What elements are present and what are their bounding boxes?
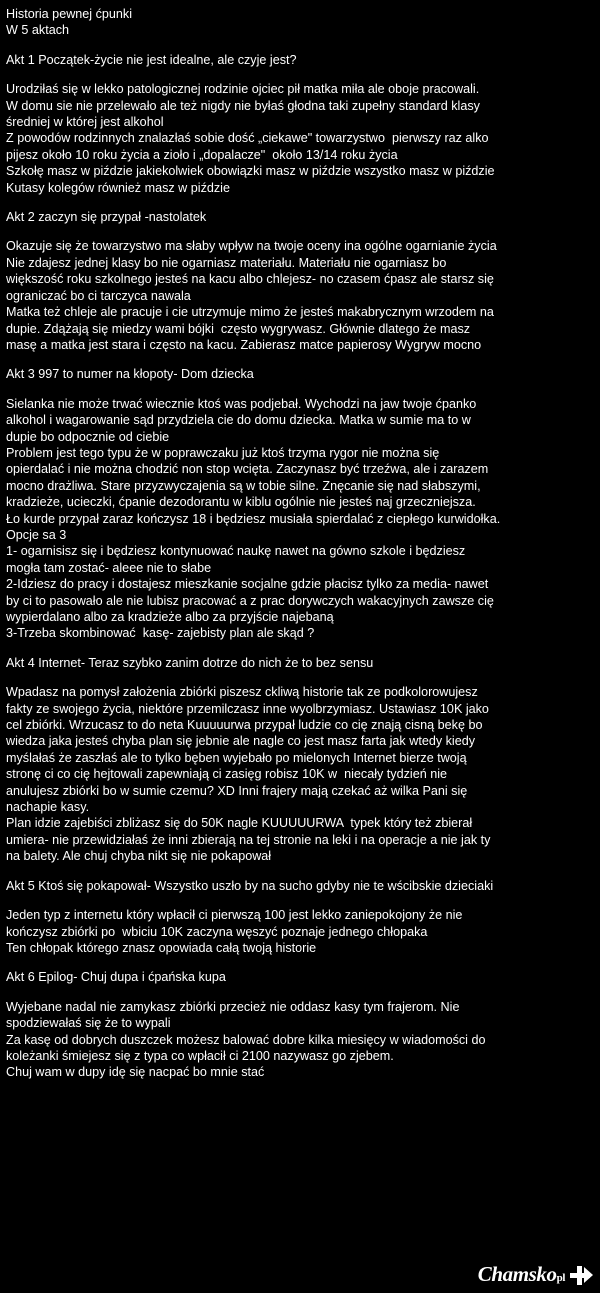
text-line: cel zbiórki. Wrzucasz to do neta Kuuuuurwa przypał ludzie co cię znają cisną bekę bo xyxy=(6,718,483,733)
text-line: dupie bo odpocznie od ciebie xyxy=(6,429,170,444)
text-line: anulujesz zbiórki bo w sumie czemu? XD Inni frajery mają czekać aż wilka Pani się xyxy=(6,783,468,798)
text-line: Za kasę od dobrych duszczek możesz balować dobre kilka miesięcy w wiadomości do xyxy=(6,1032,486,1047)
text-line: Akt 2 zaczyn się przypał -nastolatek xyxy=(6,210,207,225)
text-line: Akt 4 Internet- Teraz szybko zanim dotrze do nich że to bez sensu xyxy=(6,655,374,670)
text-line: ograniczać bo ci tarczyca nawala xyxy=(6,288,191,303)
act-6-body xyxy=(0,999,600,1081)
text-line: Okazuje się że towarzystwo ma słaby wpływ na twoje oceny ina ogólne ogarnianie życia xyxy=(6,239,497,254)
text-line: na balety. Ale chuj chyba nikt się nie pokapował xyxy=(6,849,272,864)
text-line: Chuj wam w dupy idę się nacpać bo mnie stać xyxy=(6,1065,265,1080)
text-line: Urodziłaś się w lekko patologicznej rodzinie ojciec pił matka miła ale oboje pracowali. xyxy=(6,82,480,97)
text-line: W domu sie nie przelewało ale też nigdy nie byłaś głodna taki zupełny standard klasy xyxy=(6,98,480,113)
text-line: Wyjebane nadal nie zamykasz zbiórki przecież nie oddasz kasy tym frajerom. Nie xyxy=(6,999,460,1014)
title-line: Historia pewnej ćpunki xyxy=(6,7,132,21)
text-line: większość roku szkolnego jesteś na kacu albo chlejesz- no czasem ćpasz ale starsz się xyxy=(6,272,494,287)
text-line: Akt 5 Ktoś się pokapował- Wszystko uszło by na sucho gdyby nie te wścibskie dzieciaki xyxy=(6,878,494,893)
act-3-body xyxy=(0,396,600,642)
act-5-body xyxy=(0,907,600,956)
text-line: mogła tam zostać- aleee nie to słabe xyxy=(6,560,212,575)
watermark xyxy=(478,1262,592,1287)
act-1-heading xyxy=(0,52,600,68)
text-line: wiedza jaka jesteś chyba plan się jebnie ale nagle co jest masz farta jak wtedy kiedy xyxy=(6,734,476,749)
text-line: wypierdalano albo za kradzieże albo za przyjście najebaną xyxy=(6,610,334,624)
text-line: spodziewałaś się że to wypali xyxy=(6,1016,171,1031)
watermark-suffix: pl xyxy=(556,1272,565,1284)
text-line: Akt 3 997 to numer na kłopoty- Dom dziecka xyxy=(6,367,254,382)
text-line: Jeden typ z internetu który wpłacił ci pierwszą 100 jest lekko zaniepokojony że nie xyxy=(6,908,463,923)
text-line: 2-Idziesz do pracy i dostajesz mieszkanie socjalne gdzie płacisz tylko za media- nawet xyxy=(6,577,489,592)
text-line: Plan idzie zajebiści zbliżasz się do 50K nagle KUUUUURWA typek który też zbierał xyxy=(6,816,473,831)
text-line: kończysz zbiórki po wbiciu 10K zaczyna węszyć poznaje jednego chłopaka xyxy=(6,924,428,939)
act-2-body xyxy=(0,238,600,353)
text-line: Nie zdajesz jednej klasy bo nie ogarniasz materiału. Materiału nie ogarniasz bo xyxy=(6,255,447,270)
text-line: umiera- nie przewidziałaś że inni zbierają na tej stronie na leki i na operacje a nie jak ty xyxy=(6,832,491,847)
text-line: fakty ze swojego życia, niektóre przemilczasz inne wyolbrzymiasz. Ustawiasz 10K jako xyxy=(6,701,489,716)
text-line: myślałaś że zaszłaś ale to tylko bęben wyjebało po mielonych Internet bierze twoją xyxy=(6,750,467,765)
text-line: Z powodów rodzinnych znalazłaś sobie dość „ciekawe" towarzystwo pierwszy raz alko xyxy=(6,131,489,146)
act-2-heading xyxy=(0,209,600,225)
text-line: Opcje sa 3 xyxy=(6,527,67,542)
text-line: Kutasy kolegów również masz w piździe xyxy=(6,180,230,195)
watermark-text xyxy=(478,1262,565,1287)
text-line: pijesz około 10 roku życia a zioło i „dopalacze" około 13/14 roku życia xyxy=(6,147,398,162)
text-line: alkohol i wagarowanie sąd przydziela cie do domu dziecka. Matka w sumie ma to w xyxy=(6,413,471,428)
text-line: opierdalać i nie można chodzić non stop wcięta. Zaczynasz być trzeźwa, ale i zarazem xyxy=(6,462,489,477)
text-line: stronę ci co cię hejtowali zapewniają ci zasięg robisz 10K w niecały tydzień nie xyxy=(6,767,448,782)
text-line: kradzieże, ucieczki, ćpanie dezodorantu w kiblu ogólnie nie jesteś naj grzeczniejsza. xyxy=(6,495,476,510)
text-line: Szkołę masz w piździe jakiekolwiek obowiązki masz w piździe wszystko masz w piździe xyxy=(6,164,495,179)
text-line: 1- ogarnisisz się i będziesz kontynuować naukę nawet na gówno szkole i będziesz xyxy=(6,544,466,559)
act-1-body xyxy=(0,81,600,196)
text-line: Akt 1 Początek-życie nie jest idealne, ale czyje jest? xyxy=(6,52,297,67)
text-line: mocno drażliwa. Stare przyzwyczajenia są w tobie silne. Znęcanie się nad słabszymi, xyxy=(6,478,481,493)
act-4-heading xyxy=(0,655,600,671)
text-line: nachapie kasy. xyxy=(6,800,90,815)
document-title xyxy=(0,6,600,39)
text-line: dupie. Zdążają się miedzy wami bójki często wygrywasz. Głównie dlatego że masz xyxy=(6,321,471,336)
text-line: Matka też chleje ale pracuje i cie utrzymuje mimo że jesteś makabrycznym wrzodem na xyxy=(6,305,494,320)
text-line: Ło kurde przypał zaraz kończysz 18 i będziesz musiała spierdalać z ciepłego kurwidołka. xyxy=(6,511,501,526)
text-line: by ci to pasowało ale nie lubisz pracować a z prac dorywczych wakacyjnych zawsze cię xyxy=(6,593,494,608)
watermark-name: Chamsko xyxy=(477,1262,557,1286)
act-5-heading xyxy=(0,878,600,894)
text-line: masę a matka jest stara i często na kacu. Zabierasz matce papierosy Wygryw mocno xyxy=(6,337,482,352)
text-line: Sielanka nie może trwać wiecznie ktoś was podjebał. Wychodzi na jaw twoje ćpanko xyxy=(6,396,477,411)
text-line: Akt 6 Epilog- Chuj dupa i ćpańska kupa xyxy=(6,970,226,985)
text-line: Wpadasz na pomysł założenia zbiórki piszesz ckliwą historie tak ze podkolorowujesz xyxy=(6,685,478,700)
subtitle-line: W 5 aktach xyxy=(6,23,69,38)
text-line: Ten chłopak którego znasz opowiada całą twoją historie xyxy=(6,940,317,955)
text-line: średniej w której jest alkohol xyxy=(6,115,164,130)
plus-arrow-icon xyxy=(568,1263,592,1287)
act-3-heading xyxy=(0,366,600,382)
act-6-heading xyxy=(0,969,600,985)
text-line: 3-Trzeba skombinować kasę- zajebisty plan ale skąd ? xyxy=(6,626,315,641)
text-line: Problem jest tego typu że w poprawczaku już ktoś trzyma rygor nie można się xyxy=(6,445,440,460)
act-4-body xyxy=(0,684,600,864)
text-line: koleżanki śmiejesz się z typa co wpłacił ci 2100 nazywasz go zjebem. xyxy=(6,1048,394,1063)
